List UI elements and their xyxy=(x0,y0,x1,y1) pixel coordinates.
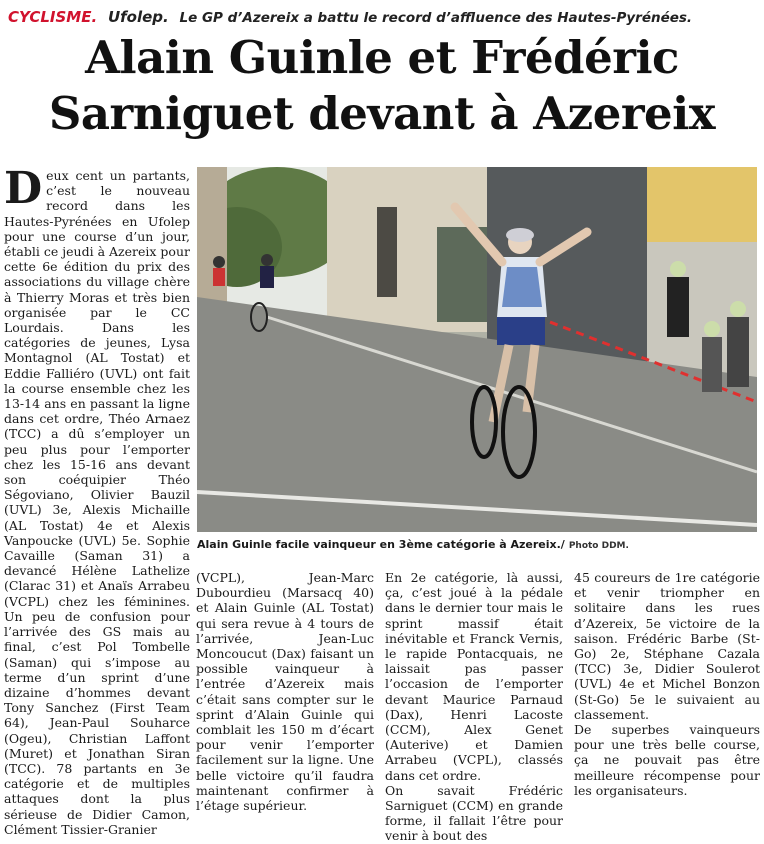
column-1-text: eux cent un partants, c’est le nouveau record dans les Hautes-Pyrénées en Ufolep pour une course d’un jour, établi ce jeudi à Azereix pour cette 6e édition du prix des associations du village chère à Thierry Moras et très bien organisée par le CC Lourdais. Dans les catégories de jeunes, Lysa Montagnol (AL Tostat) et Eddie Falliéro (UVL) ont fait la course ensemble chez les 13-14 ans en passant la ligne dans cet ordre, Théo Arnaez (TCC) a dû s’employer un peu plus pour l’emporter chez les 15-16 ans devant son coéquipier Théo Ségoviano, Olivier Bauzil (UVL) 3e, Alexis Michaille (AL Tostat) 4e et Alexis Vanpoucke (UVL) 5e. Sophie Cavaille (Saman 31) a devancé Hélène Lathelize (Clarac 31) et Anaïs Arrabeu (VCPL) chez les féminines. Un peu de confusion pour l’arrivée des GS mais au final, c’est Pol Tombelle (Saman) qui s’impose au terme d’un sprint d’une dizaine d’hommes devant Tony Sanchez (First Team 64), Jean-Paul Souharce (Ogeu), Christian Laffont (Muret) et Jonathan Siran (TCC). 78 partants en 3e catégorie et de multiples attaques dont la plus sérieuse de Didier Camon, Clément Tissier-Granier xyxy=(4,168,190,837)
headline-line-1: Alain Guinle et Frédéric xyxy=(85,31,679,84)
drop-cap: D xyxy=(4,163,43,214)
caption-text: Alain Guinle facile vainqueur en 3ème catégorie à Azereix./ xyxy=(197,538,565,551)
headline-line-2: Sarniguet devant à Azereix xyxy=(48,87,716,140)
race-photo xyxy=(197,167,757,532)
column-2-text: (VCPL), Jean-Marc Dubourdieu (Marsacq 40) et Alain Guinle (AL Tostat) qui sera revue à 4 tours de l’arrivée, Jean-Luc Moncoucut (Dax) faisant un possible vainqueur à l’entrée d’Azereix mais c’était sans compter sur le sprint d’Alain Guinle qui comblait les 150 m d’écart pour venir l’emporter facilement sur la ligne. Une belle victoire qu’il faudra maintenant confirmer à l’étage supérieur. xyxy=(196,570,374,814)
article-column-3 xyxy=(385,570,563,844)
sub-section-label: Ufolep. xyxy=(107,8,169,26)
kicker xyxy=(8,4,758,30)
article-column-1 xyxy=(4,163,190,837)
article-column-4 xyxy=(574,570,760,798)
lede: Le GP d’Azereix a battu le record d’affluence des Hautes-Pyrénées. xyxy=(179,10,693,26)
headline xyxy=(0,30,764,142)
column-3-paragraph-1: En 2e catégorie, là aussi, ça, c’est joué à la pédale dans le dernier tour mais le sprint massif était inévitable et Franck Vernis, le rapide Pontacquais, ne laissait pas passer l’occasion de l’emporter devant Maurice Parnaud (Dax), Henri Lacoste (CCM), Alex Genet (Auterive) et Damien Arrabeu (VCPL), classés dans cet ordre. xyxy=(385,570,563,783)
column-4-paragraph-2: De superbes vainqueurs pour une très belle course, ça ne pouvait pas être meilleure récompense pour les organisateurs. xyxy=(574,722,760,798)
column-4-paragraph-1: 45 coureurs de 1re catégorie et venir triompher en solitaire dans les rues d’Azereix, 5e victoire de la saison. Frédéric Barbe (St-Go) 2e, Stéphane Cazala (TCC) 3e, Didier Soulerot (UVL) 4e et Michel Bonzon (St-Go) 5e le suivaient au classement. xyxy=(574,570,760,722)
photo-credit: Photo DDM. xyxy=(568,541,629,551)
section-label: CYCLISME. xyxy=(8,8,98,26)
column-3-paragraph-2: On savait Frédéric Sarniguet (CCM) en grande forme, il fallait l’être pour venir à bout des xyxy=(385,782,563,844)
article-column-2 xyxy=(196,570,374,813)
race-photo-illustration xyxy=(197,167,757,532)
photo-caption xyxy=(197,538,757,553)
